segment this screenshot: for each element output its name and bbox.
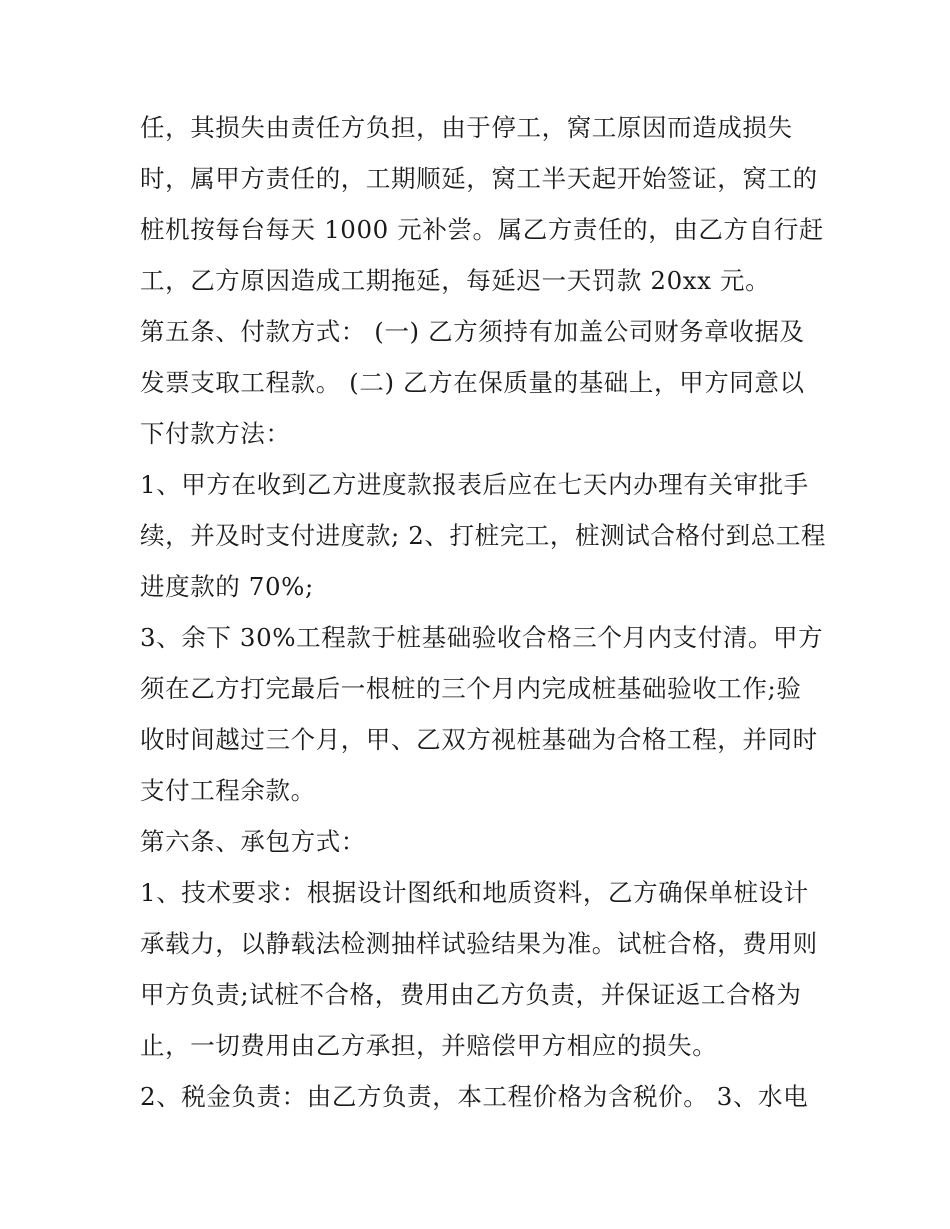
text-line-10: 进度款的 70%; [140,572,314,601]
text-line-1: 任，其损失由责任方负担，由于停工，窝工原因而造成损失 [140,113,793,142]
text-line-19: 止，一切费用由乙方承担，并赔偿甲方相应的损失。 [140,1031,718,1060]
text-line-7: 下付款方法： [140,419,291,448]
text-line-13: 收时间越过三个月，甲、乙双方视桩基础为合格工程，并同时 [140,725,818,754]
text-line-11: 3、余下 30%工程款于桩基础验收合格三个月内支付清。甲方 [140,623,824,652]
text-line-6: 发票支取工程款。 (二) 乙方在保质量的基础上，甲方同意以 [140,368,805,397]
text-line-14: 支付工程余款。 [140,776,316,805]
text-line-12: 须在乙方打完最后一根桩的三个月内完成桩基础验收工作;验 [140,674,802,703]
text-line-17: 承载力，以静载法检测抽样试验结果为准。试桩合格，费用则 [140,929,818,958]
text-line-9: 续，并及时支付进度款; 2、打桩完工，桩测试合格付到总工程 [140,521,827,550]
text-line-16: 1、技术要求：根据设计图纸和地质资料，乙方确保单桩设计 [140,878,809,907]
text-line-2: 时，属甲方责任的，工期顺延，窝工半天起开始签证，窝工的 [140,164,818,193]
text-line-8: 1、甲方在收到乙方进度款报表后应在七天内办理有关审批手 [140,470,809,499]
text-line-15: 第六条、承包方式： [140,827,366,856]
text-line-5: 第五条、付款方式： (一) 乙方须持有加盖公司财务章收据及 [140,317,805,346]
text-line-3: 桩机按每台每天 1000 元补尝。属乙方责任的，由乙方自行赶 [140,215,824,244]
text-line-4: 工，乙方原因造成工期拖延，每延迟一天罚款 20xx 元。 [140,266,771,295]
text-line-20: 2、税金负责：由乙方负责，本工程价格为含税价。 3、水电 [140,1082,809,1111]
text-line-18: 甲方负责;试桩不合格，费用由乙方负责，并保证返工合格为 [140,980,802,1009]
